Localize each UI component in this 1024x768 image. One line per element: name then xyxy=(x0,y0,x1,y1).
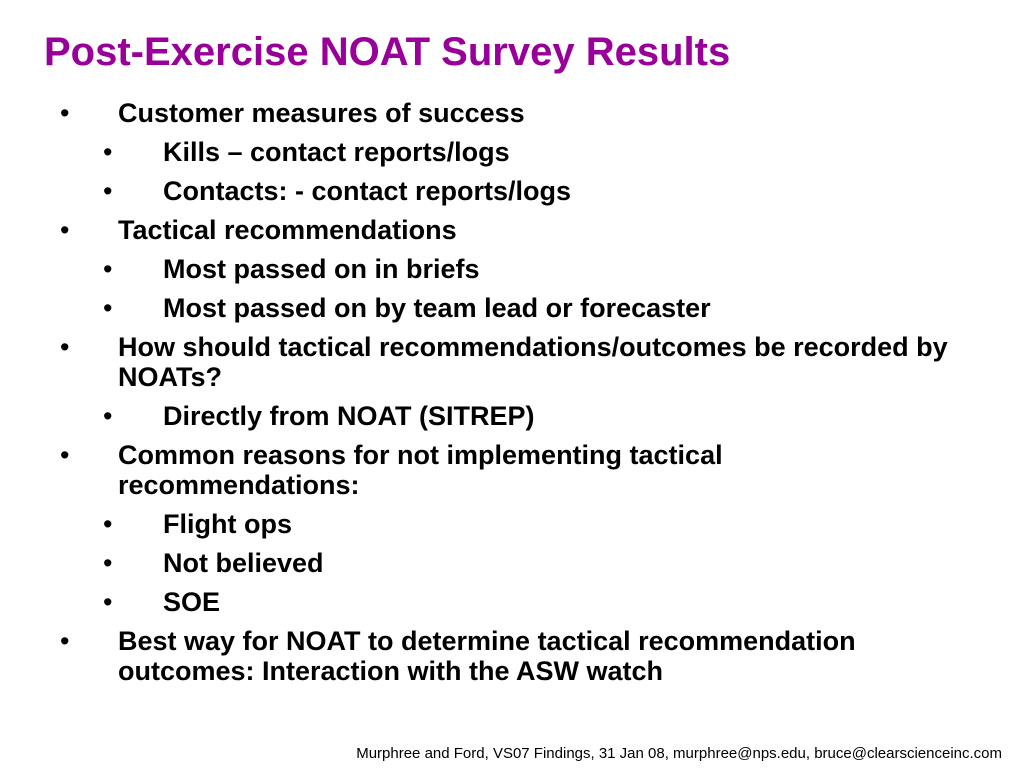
bullet-dot-icon: • xyxy=(60,332,70,362)
bullet-dot-icon: • xyxy=(60,440,70,470)
bullet-text: Flight ops xyxy=(163,509,292,539)
sub-bullet-item xyxy=(0,509,1024,539)
bullet-dot-icon: • xyxy=(103,254,113,284)
bullet-text: SOE xyxy=(163,587,221,617)
bullet-text: Contacts: - contact reports/logs xyxy=(163,176,572,206)
sub-bullet-item xyxy=(0,137,1024,167)
bullet-list xyxy=(0,98,1024,695)
bullet-dot-icon: • xyxy=(103,548,113,578)
sub-bullet-item xyxy=(0,176,1024,206)
slide-title: Post-Exercise NOAT Survey Results xyxy=(44,30,731,74)
bullet-text: Kills – contact reports/logs xyxy=(163,137,510,167)
bullet-dot-icon: • xyxy=(60,98,70,128)
sub-bullet-item xyxy=(0,587,1024,617)
bullet-dot-icon: • xyxy=(103,587,113,617)
bullet-item xyxy=(0,98,1024,128)
bullet-text: Customer measures of success xyxy=(118,98,525,128)
bullet-dot-icon: • xyxy=(103,509,113,539)
sub-bullet-item xyxy=(0,293,1024,323)
bullet-text: Not believed xyxy=(163,548,324,578)
sub-bullet-item xyxy=(0,548,1024,578)
bullet-dot-icon: • xyxy=(60,215,70,245)
bullet-item xyxy=(0,215,1024,245)
bullet-text: Most passed on in briefs xyxy=(163,254,480,284)
bullet-dot-icon: • xyxy=(103,401,113,431)
bullet-item xyxy=(0,332,1024,392)
bullet-text: Most passed on by team lead or forecaster xyxy=(163,293,711,323)
bullet-dot-icon: • xyxy=(103,176,113,206)
bullet-text: Best way for NOAT to determine tactical recommendation outcomes: Interaction with the ASW watch xyxy=(118,626,856,686)
bullet-text: How should tactical recommendations/outcomes be recorded by NOATs? xyxy=(118,332,948,392)
sub-bullet-item xyxy=(0,401,1024,431)
bullet-text: Directly from NOAT (SITREP) xyxy=(163,401,535,431)
bullet-text: Tactical recommendations xyxy=(118,215,457,245)
footer-credit: Murphree and Ford, VS07 Findings, 31 Jan 08, murphree@nps.edu, bruce@clearscienceinc.com xyxy=(356,745,1002,762)
sub-bullet-item xyxy=(0,254,1024,284)
bullet-dot-icon: • xyxy=(103,293,113,323)
bullet-dot-icon: • xyxy=(103,137,113,167)
bullet-dot-icon: • xyxy=(60,626,70,656)
bullet-item xyxy=(0,440,1024,500)
bullet-item xyxy=(0,626,1024,686)
bullet-text: Common reasons for not implementing tactical recommendations: xyxy=(118,440,723,500)
